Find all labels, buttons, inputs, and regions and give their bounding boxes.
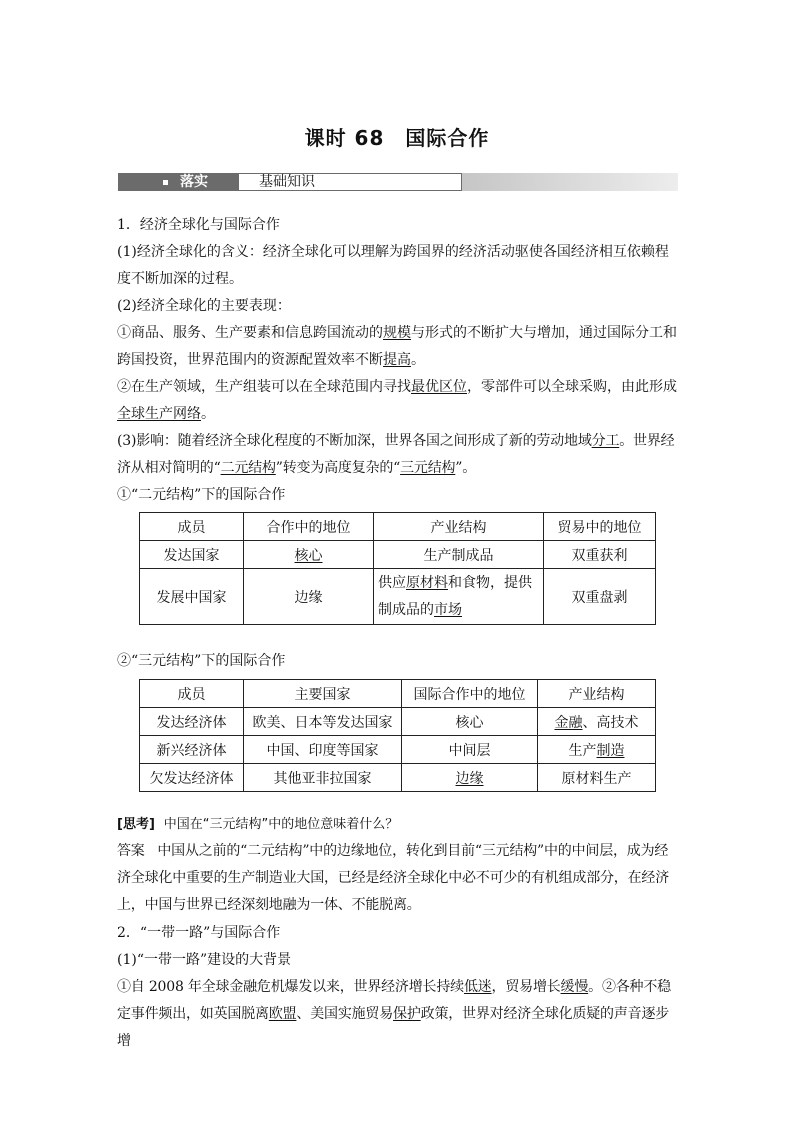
blank-answer: 二元结构 [220,460,276,476]
header-cell: 产业结构 [374,513,544,541]
table-cell: 供应原材料和食物，提供制成品的市场 [374,569,544,625]
blank-answer: 原材料 [406,574,448,591]
blank-answer: 分工 [591,433,620,449]
banner-label-box [238,173,462,191]
table-cell: 中间层 [402,736,538,764]
blank-answer: 提高 [383,352,411,368]
blank-answer: 缓慢 [560,979,589,995]
answer-label: 答案 [117,843,145,859]
table-cell: 边缘 [244,569,374,625]
blank-answer: 金融 [554,714,583,731]
header-cell: 成员 [140,680,244,708]
blank-answer: 最优区位 [411,379,467,395]
header-cell: 主要国家 [244,680,402,708]
blank-answer: 边缘 [455,770,484,787]
table-row [140,541,656,569]
table1-caption: ①“二元结构”下的国际合作 [117,487,286,503]
page-title: 课时 68 国际合作 [304,126,490,150]
table-cell: 原材料生产 [538,764,656,792]
table-cell [402,764,538,792]
dual-structure-table [139,512,656,625]
table-cell: 核心 [402,708,538,736]
background-paragraph: ①自 2008 年全球金融危机爆发以来，世界经济增长持续低迷，贸易增长缓慢。②各种不稳定事件频出，如英国脱离欧盟、美国实施贸易保护政策，世界对经济全球化质疑的声音逐步增 [117,979,671,1049]
table-cell: 金融、高技术 [538,708,656,736]
header-cell: 合作中的地位 [244,513,374,541]
blank-answer: 保护 [393,1006,421,1022]
table-row [140,569,656,625]
header-cell: 国际合作中的地位 [402,680,538,708]
table-row [140,708,656,736]
table-cell: 生产制造 [538,736,656,764]
table-cell: 新兴经济体 [140,736,244,764]
blank-answer: 三元结构 [400,460,456,476]
blank-answer: 制造 [596,742,625,759]
table-cell: 生产制成品 [374,541,544,569]
table-cell: 中国、印度等国家 [244,736,402,764]
header-cell: 产业结构 [538,680,656,708]
section2-heading: 2．“一带一路”与国际合作 [117,925,281,941]
background-heading: (1)“一带一路”建设的大背景 [117,952,292,968]
table2-caption: ②“三元结构”下的国际合作 [117,653,286,669]
table-header-row [140,513,656,541]
section-banner [118,173,678,191]
table-row [140,764,656,792]
blank-answer: 低迷 [463,979,492,995]
definition-paragraph: (1)经济全球化的含义：经济全球化可以理解为跨国界的经济活动驱使各国经济相互依赖程度不断加深的过程。 [117,244,669,287]
table-cell: 其他亚非拉国家 [244,764,402,792]
table-cell: 发达经济体 [140,708,244,736]
table-cell: 欧美、日本等发达国家 [244,708,402,736]
impact-paragraph: (3)影响：随着经济全球化程度的不断加深，世界各国之间形成了新的劳动地域分工。世界经济从相对简明的“二元结构”转变为高度复杂的“三元结构”。 [117,433,675,476]
table-row [140,736,656,764]
banner-tag [118,173,238,191]
section1-heading: 1．经济全球化与国际合作 [117,217,280,233]
banner-tag-label: 落实 [180,174,208,190]
think-question: [思考] 中国在“三元结构”中的地位意味着什么？ [117,817,399,832]
blank-answer: 欧盟 [268,1006,297,1022]
blank-answer: 规模 [383,325,411,341]
square-bullet-icon [163,180,168,185]
manifestation-2: ②在生产领域，生产组装可以在全球范围内寻找最优区位，零部件可以全球采购，由此形成全球生产网络。 [117,379,677,422]
think-answer: 答案 中国从之前的“二元结构”中的边缘地位，转化到目前“三元结构”中的中间层，成为经济全球化中重要的生产制造业大国，已经是经济全球化中必不可少的有机组成部分，在经济上，中国与世界已经深刻地融为一体、不能脱离。 [117,843,669,913]
table-cell: 欠发达经济体 [140,764,244,792]
table-cell: 发展中国家 [140,569,244,625]
blank-answer: 市场 [434,601,462,618]
table-cell: 发达国家 [140,541,244,569]
header-cell: 贸易中的地位 [544,513,656,541]
header-cell: 成员 [140,513,244,541]
manifestation-1: ①商品、服务、生产要素和信息跨国流动的规模与形式的不断扩大与增加，通过国际分工和跨国投资，世界范围内的资源配置效率不断提高。 [117,325,677,368]
think-label: [思考] [117,817,155,832]
triple-structure-table [139,679,656,792]
table-cell: 双重盘剥 [544,569,656,625]
table-cell [244,541,374,569]
table-cell: 双重获利 [544,541,656,569]
table-header-row [140,680,656,708]
blank-answer: 核心 [294,547,323,564]
banner-label: 基础知识 [259,174,315,190]
blank-answer: 全球生产网络 [117,406,201,422]
manifestation-heading: (2)经济全球化的主要表现： [117,298,291,314]
